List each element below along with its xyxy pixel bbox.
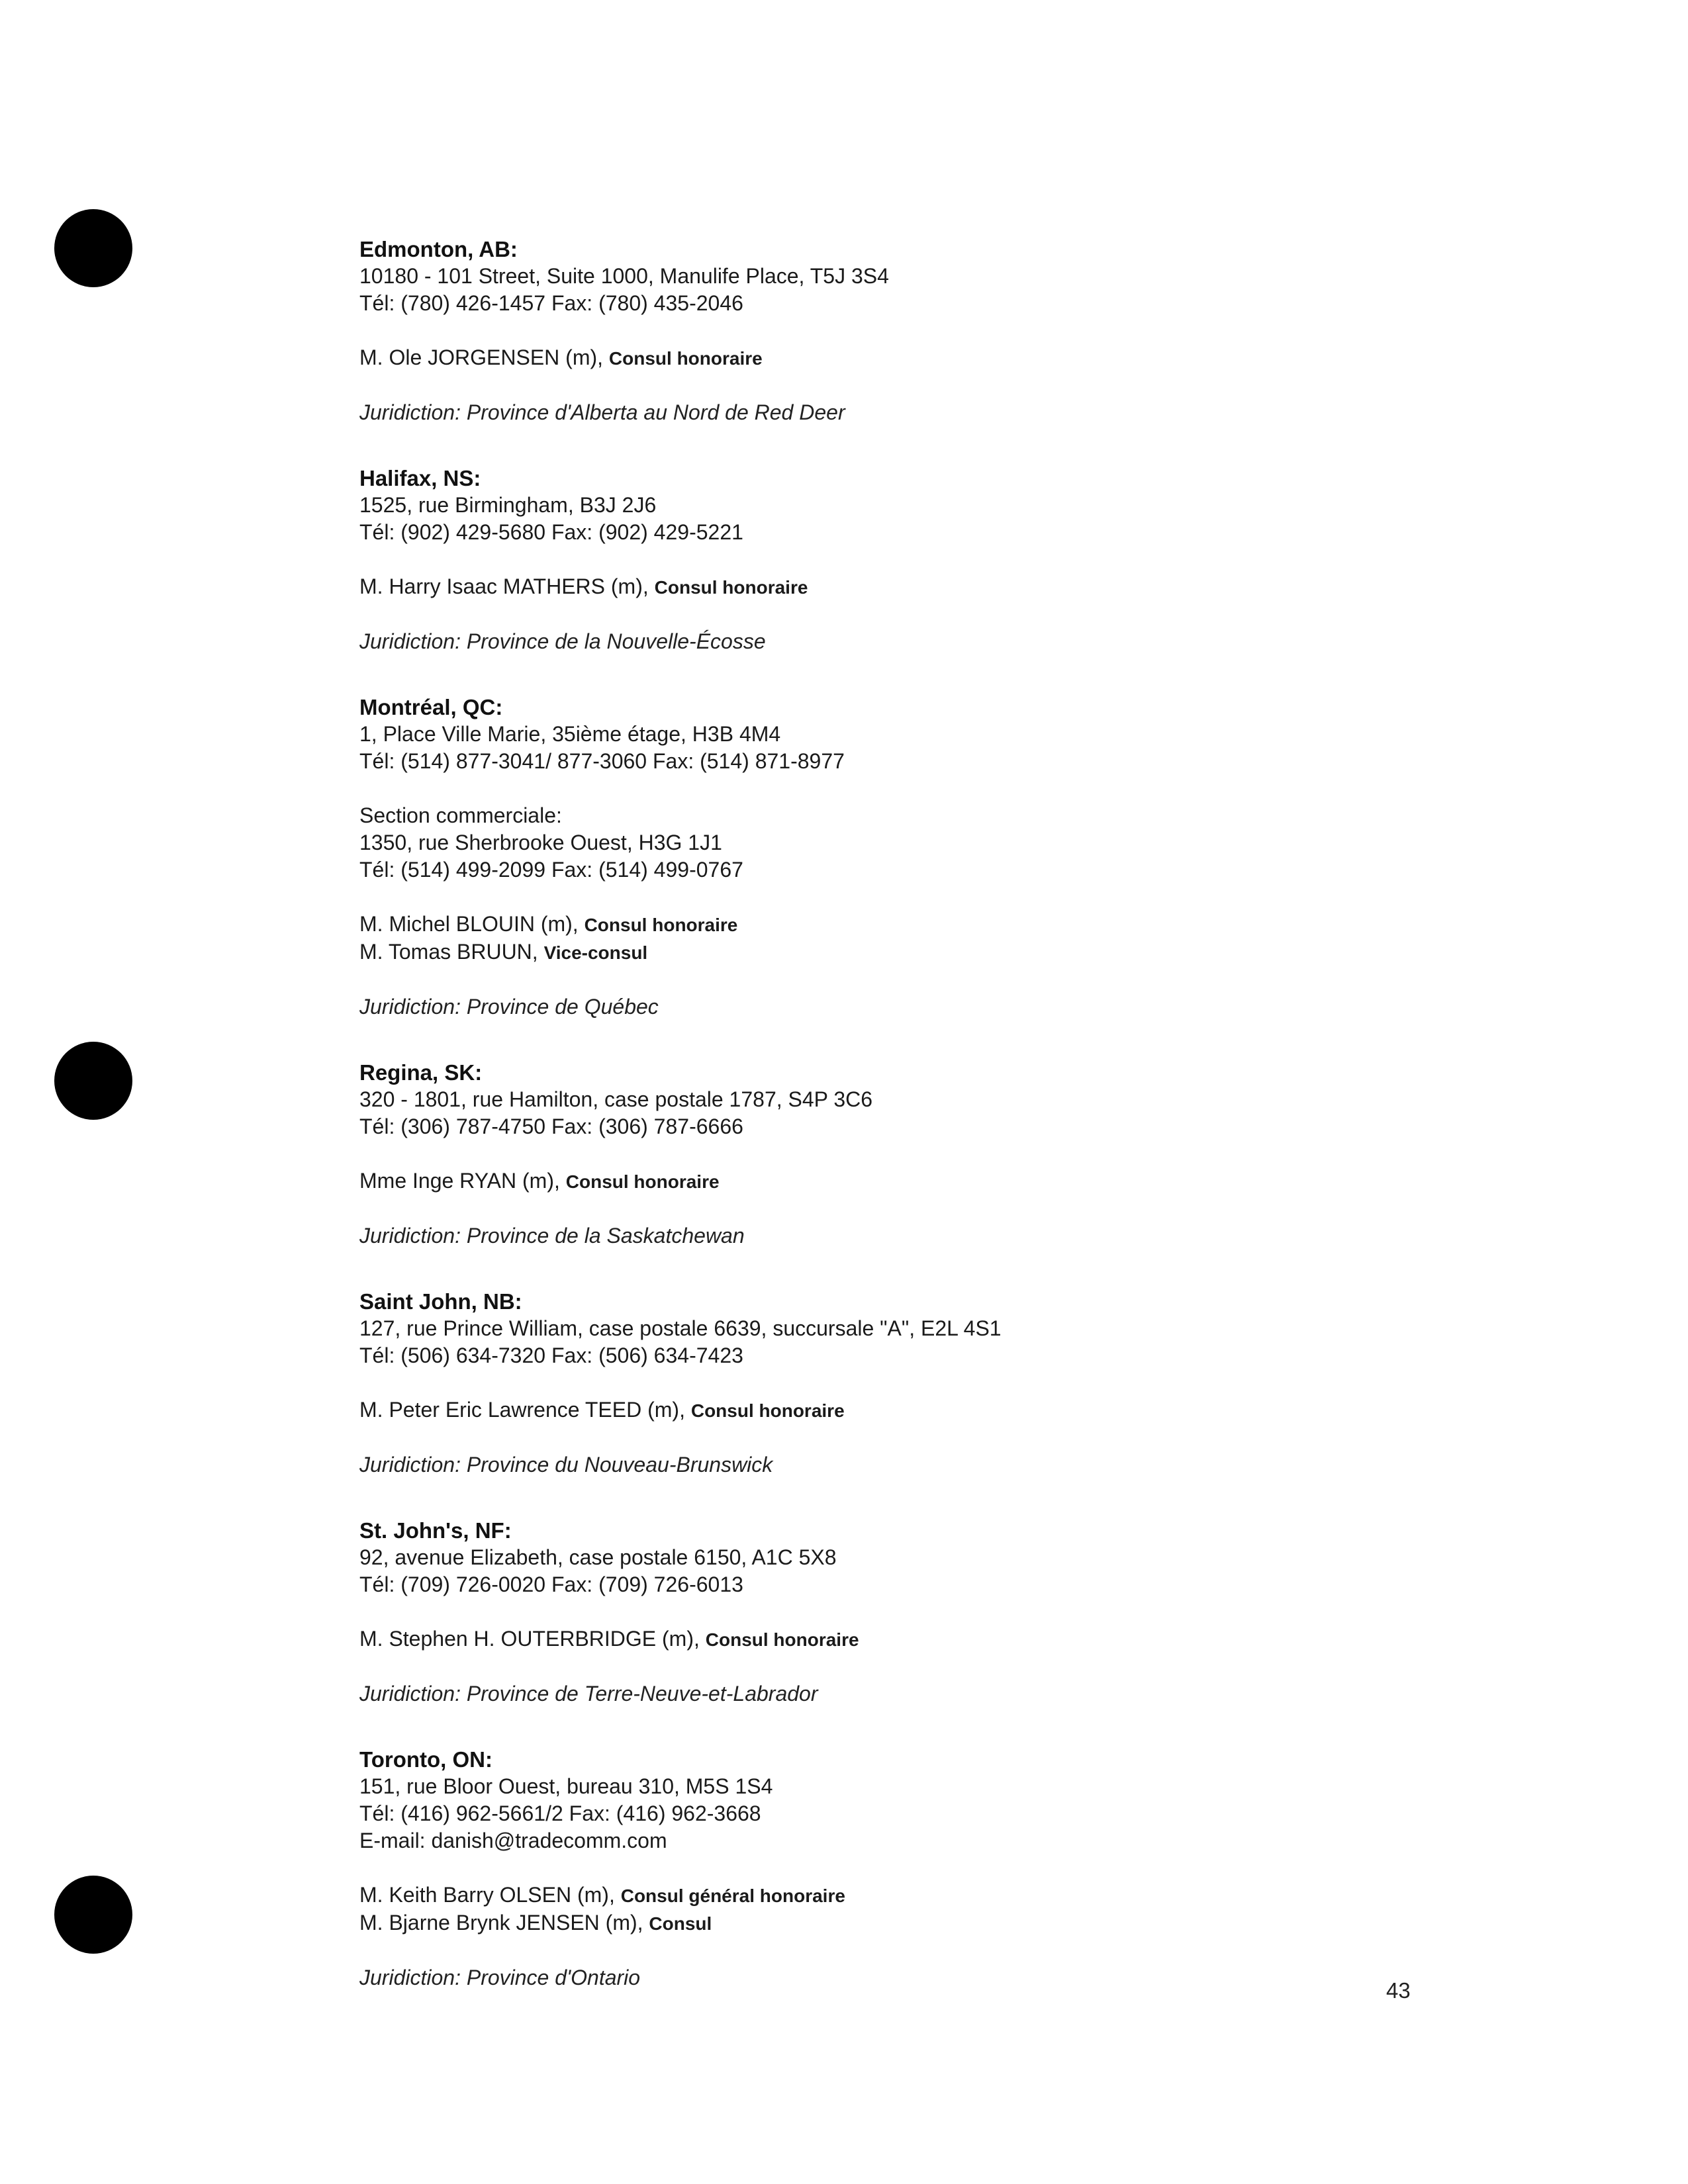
consul-list xyxy=(359,573,1551,601)
consul-name: M. Stephen H. OUTERBRIDGE (m), xyxy=(359,1627,706,1651)
address-line: 92, avenue Elizabeth, case postale 6150, A1C 5X8 xyxy=(359,1545,837,1569)
address-line: 1525, rue Birmingham, B3J 2J6 xyxy=(359,493,657,517)
consul-list xyxy=(359,1882,1551,1937)
consul-row xyxy=(359,1625,1551,1653)
consul-list xyxy=(359,1625,1551,1653)
consulate-entry xyxy=(359,236,1551,426)
consul-title: Vice-consul xyxy=(543,942,648,963)
jurisdiction: Juridiction: Province d'Ontario xyxy=(359,1966,641,1989)
jurisdiction: Juridiction: Province d'Alberta au Nord de Red Deer xyxy=(359,400,845,424)
consul-title: Consul honoraire xyxy=(565,1171,720,1192)
address-line: 127, rue Prince William, case postale 6639, succursale "A", E2L 4S1 xyxy=(359,1316,1002,1340)
address-line: Tél: (514) 877-3041/ 877-3060 Fax: (514) 871-8977 xyxy=(359,749,845,773)
consul-list xyxy=(359,344,1551,372)
consulate-entry xyxy=(359,1288,1551,1479)
consul-row xyxy=(359,1882,1551,1909)
consul-row xyxy=(359,1167,1551,1195)
binder-hole xyxy=(54,1042,132,1120)
consulate-entry xyxy=(359,694,1551,1021)
address-line: Tél: (709) 726-0020 Fax: (709) 726-6013 xyxy=(359,1572,743,1596)
address-block xyxy=(359,802,1551,884)
consul-name: Mme Inge RYAN (m), xyxy=(359,1169,566,1193)
address-line: Tél: (416) 962-5661/2 Fax: (416) 962-3668 xyxy=(359,1801,761,1825)
consul-title: Consul honoraire xyxy=(584,915,738,935)
address-block xyxy=(359,1315,1551,1369)
city-heading: Regina, SK: xyxy=(359,1060,483,1085)
binder-hole xyxy=(54,209,132,287)
address-line: Tél: (902) 429-5680 Fax: (902) 429-5221 xyxy=(359,520,743,544)
address-line: Tél: (780) 426-1457 Fax: (780) 435-2046 xyxy=(359,291,743,315)
consul-row xyxy=(359,1909,1551,1937)
consulate-entry xyxy=(359,465,1551,655)
consul-row xyxy=(359,911,1551,938)
consul-list xyxy=(359,911,1551,966)
consulate-entry xyxy=(359,1517,1551,1707)
address-line: 1350, rue Sherbrooke Ouest, H3G 1J1 xyxy=(359,831,722,854)
jurisdiction: Juridiction: Province de la Nouvelle-Écosse xyxy=(359,629,766,653)
consul-name: M. Michel BLOUIN (m), xyxy=(359,912,585,936)
address-line: Tél: (506) 634-7320 Fax: (506) 634-7423 xyxy=(359,1343,743,1367)
consul-title: Consul honoraire xyxy=(654,577,808,598)
address-block xyxy=(359,263,1551,317)
address-block xyxy=(359,721,1551,775)
consul-name: M. Tomas BRUUN, xyxy=(359,940,544,964)
consul-row xyxy=(359,344,1551,372)
consul-title: Consul xyxy=(649,1913,712,1934)
consul-title: Consul honoraire xyxy=(705,1629,859,1650)
jurisdiction: Juridiction: Province de la Saskatchewan xyxy=(359,1224,745,1248)
page-number: 43 xyxy=(1386,1978,1411,2003)
address-line: Section commerciale: xyxy=(359,803,562,827)
consul-title: Consul général honoraire xyxy=(620,1886,845,1906)
city-heading: Montréal, QC: xyxy=(359,695,503,719)
consul-name: M. Harry Isaac MATHERS (m), xyxy=(359,574,655,598)
consul-name: M. Keith Barry OLSEN (m), xyxy=(359,1883,621,1907)
city-heading: Toronto, ON: xyxy=(359,1747,492,1772)
address-line: Tél: (306) 787-4750 Fax: (306) 787-6666 xyxy=(359,1115,743,1138)
consul-title: Consul honoraire xyxy=(690,1400,845,1421)
consul-row xyxy=(359,573,1551,601)
address-line: 320 - 1801, rue Hamilton, case postale 1787, S4P 3C6 xyxy=(359,1087,873,1111)
jurisdiction: Juridiction: Province de Québec xyxy=(359,995,659,1019)
address-line: 1, Place Ville Marie, 35ième étage, H3B 4M4 xyxy=(359,722,781,746)
city-heading: Saint John, NB: xyxy=(359,1289,522,1314)
consulate-listing xyxy=(359,236,1551,2030)
address-block xyxy=(359,492,1551,546)
city-heading: Edmonton, AB: xyxy=(359,237,518,261)
address-line: 151, rue Bloor Ouest, bureau 310, M5S 1S4 xyxy=(359,1774,773,1798)
address-line: Tél: (514) 499-2099 Fax: (514) 499-0767 xyxy=(359,858,743,882)
consulate-entry xyxy=(359,1059,1551,1250)
address-block xyxy=(359,1773,1551,1854)
jurisdiction: Juridiction: Province de Terre-Neuve-et-Labrador xyxy=(359,1682,818,1706)
consul-row xyxy=(359,1396,1551,1424)
consulate-entry xyxy=(359,1746,1551,1991)
city-heading: St. John's, NF: xyxy=(359,1518,512,1543)
address-line: E-mail: danish@tradecomm.com xyxy=(359,1829,667,1852)
address-block xyxy=(359,1544,1551,1598)
address-line: 10180 - 101 Street, Suite 1000, Manulife Place, T5J 3S4 xyxy=(359,264,889,288)
city-heading: Halifax, NS: xyxy=(359,466,481,490)
consul-name: M. Bjarne Brynk JENSEN (m), xyxy=(359,1911,649,1934)
consul-list xyxy=(359,1167,1551,1195)
consul-name: M. Ole JORGENSEN (m), xyxy=(359,345,609,369)
consul-name: M. Peter Eric Lawrence TEED (m), xyxy=(359,1398,691,1422)
binder-hole xyxy=(54,1876,132,1954)
consul-title: Consul honoraire xyxy=(608,348,763,369)
jurisdiction: Juridiction: Province du Nouveau-Brunswick xyxy=(359,1453,773,1477)
consul-list xyxy=(359,1396,1551,1424)
consul-row xyxy=(359,938,1551,966)
address-block xyxy=(359,1086,1551,1140)
